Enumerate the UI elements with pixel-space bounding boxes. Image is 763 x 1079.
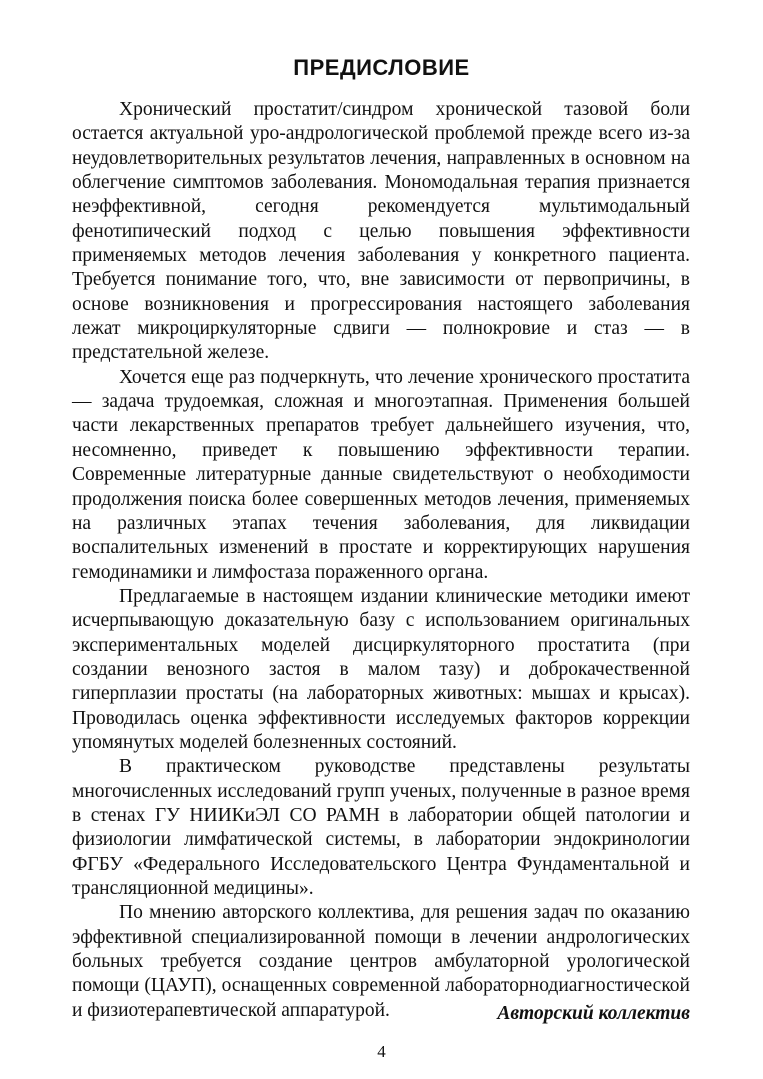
page-title: ПРЕДИСЛОВИЕ xyxy=(293,55,470,80)
paragraph: Хронический простатит/синдром хронической тазовой боли остается актуальной уро-андрологической проблемой прежде всего из-за неудовлетворительных результатов лечения, направленных в основном на облегчение симптомов заболевания. Мономодальная терапия признается неэффективной, сегодня рекомендуется мультимодальный фенотипический подход с целью повышения эффективности применяемых методов лечения заболевания у конкретного пациента. Требуется понимание того, что, вне зависимости от первопричины, в основе возникновения и прогрессирования настоящего заболевания лежат микроциркуляторные сдвиги — полнокровие и стаз — в предстательной железе. xyxy=(72,99,690,364)
paragraph: Предлагаемые в настоящем издании клинические методики имеют исчерпывающую доказательную базу с использованием оригинальных экспериментальных моделей дисциркуляторного простатита (при создании венозного застоя в малом тазу) и доброкачественной гиперплазии простаты (на лабораторных животных: мышах и крысах). Проводилась оценка эффективности исследуемых факторов коррекции упомянутых моделей болезненных состояний. xyxy=(72,585,690,753)
paragraph: Хочется еще раз подчеркнуть, что лечение хронического простатита — задача трудоемкая, сложная и многоэтапная. Применения большей части лекарственных препаратов требует дальнейшего изучения, что, несомненно, приведет к повышению эффективности терапии. Современные литературные данные свидетельствуют о необходимости продолжения поиска более совершенных методов лечения, применяемых на различных этапах течения заболевания, для ликвидации воспалительных изменений в простате и корректирующих нарушения гемодинамики и лимфостаза пораженного органа. xyxy=(72,366,690,583)
body-text xyxy=(72,98,690,1023)
paragraph: По мнению авторского коллектива, для решения задач по оказанию эффективной специализированной помощи в лечении андрологических больных требуется создание центров амбулаторной урологической помощи (ЦАУП), оснащенных современной лабораторнодиагностической и физиотерапевтической аппаратурой. xyxy=(72,902,690,1021)
page-number: 4 xyxy=(377,1042,386,1061)
author-signature: Авторский коллектив xyxy=(497,1003,690,1024)
paragraph: В практическом руководстве представлены результаты многочисленных исследований групп ученых, полученные в разное время в стенах ГУ НИИКиЭЛ СО РАМН в лаборатории общей патологии и физиологии лимфатической системы, в лаборатории эндокринологии ФГБУ «Федерального Исследовательского Центра Фундаментальной и трансляционной медицины». xyxy=(72,756,690,899)
